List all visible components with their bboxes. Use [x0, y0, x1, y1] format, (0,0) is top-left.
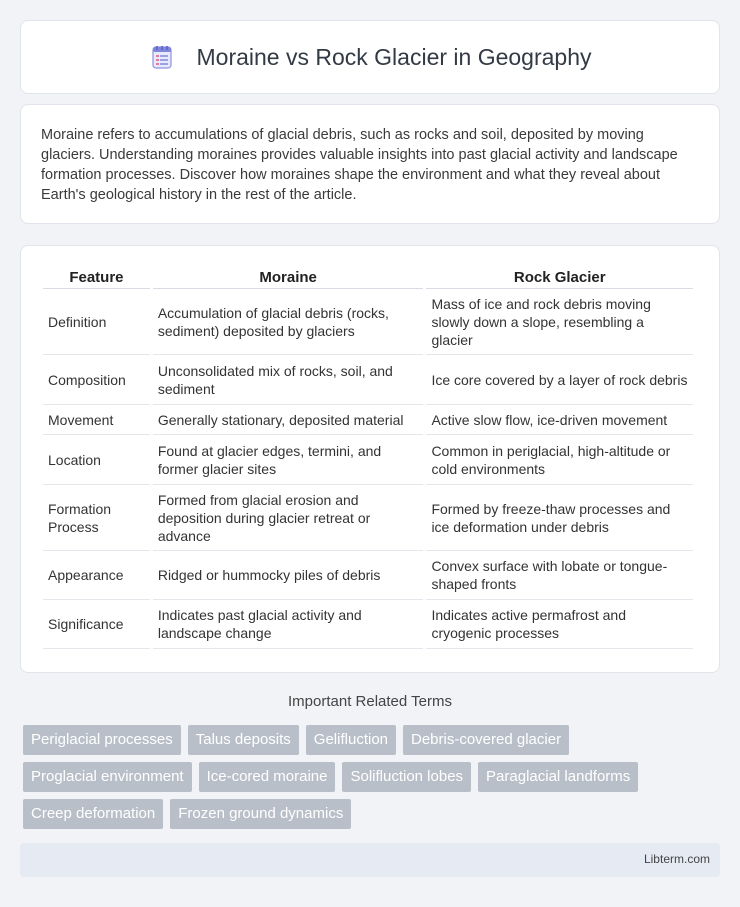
- rock-glacier-cell: Ice core covered by a layer of rock debris: [426, 355, 693, 405]
- tag-debris-covered-glacier[interactable]: Debris-covered glacier: [403, 725, 569, 755]
- rock-glacier-cell: Indicates active permafrost and cryogenic processes: [426, 600, 693, 649]
- table-row: [43, 405, 693, 435]
- rock-glacier-cell: Common in periglacial, high-altitude or cold environments: [426, 435, 693, 485]
- table-row: [43, 289, 693, 355]
- tag-ice-cored-moraine[interactable]: Ice-cored moraine: [199, 762, 336, 792]
- feature-cell: Movement: [43, 405, 150, 435]
- moraine-cell: Indicates past glacial activity and landscape change: [153, 600, 424, 649]
- tag-row: [23, 799, 723, 829]
- footer: [20, 843, 720, 877]
- tag-creep-deformation[interactable]: Creep deformation: [23, 799, 163, 829]
- tag-solifluction-lobes[interactable]: Solifluction lobes: [342, 762, 471, 792]
- related-terms-tags: [23, 725, 723, 836]
- moraine-cell: Accumulation of glacial debris (rocks, sediment) deposited by glaciers: [153, 289, 424, 355]
- rock-glacier-cell: Mass of ice and rock debris moving slowly down a slope, resembling a glacier: [426, 289, 693, 355]
- tag-proglacial-environment[interactable]: Proglacial environment: [23, 762, 192, 792]
- feature-cell: Formation Process: [43, 485, 150, 551]
- moraine-cell: Unconsolidated mix of rocks, soil, and sediment: [153, 355, 424, 405]
- table-row: [43, 551, 693, 600]
- tag-row: [23, 762, 723, 792]
- header-rock-glacier: Rock Glacier: [426, 266, 693, 289]
- rock-glacier-cell: Convex surface with lobate or tongue-shaped fronts: [426, 551, 693, 600]
- header-moraine: Moraine: [153, 266, 424, 289]
- comparison-table: [40, 266, 696, 649]
- feature-cell: Definition: [43, 289, 150, 355]
- tag-frozen-ground-dynamics[interactable]: Frozen ground dynamics: [170, 799, 351, 829]
- related-terms-heading: Important Related Terms: [288, 693, 452, 710]
- header-feature: Feature: [43, 266, 150, 289]
- table-row: [43, 600, 693, 649]
- document-icon: [149, 44, 175, 70]
- intro-paragraph: Moraine refers to accumulations of glacial debris, such as rocks and soil, deposited by moving glaciers. Understanding moraines provides valuable insights into past glacial activity and landscape formation processes. Discover how moraines shape the environment and what they reveal about Earth's geological history in the rest of the article.: [41, 127, 678, 203]
- feature-cell: Location: [43, 435, 150, 485]
- tag-periglacial-processes[interactable]: Periglacial processes: [23, 725, 181, 755]
- comparison-table-card: [20, 245, 720, 673]
- footer-site-link[interactable]: Libterm.com: [643, 852, 710, 866]
- moraine-cell: Ridged or hummocky piles of debris: [153, 551, 424, 600]
- title-card: [20, 20, 720, 94]
- feature-cell: Composition: [43, 355, 150, 405]
- tag-paraglacial-landforms[interactable]: Paraglacial landforms: [478, 762, 638, 792]
- table-row: [43, 355, 693, 405]
- table-header-row: [43, 266, 693, 289]
- rock-glacier-cell: Active slow flow, ice-driven movement: [426, 405, 693, 435]
- moraine-cell: Found at glacier edges, termini, and former glacier sites: [153, 435, 424, 485]
- page-title: Moraine vs Rock Glacier in Geography: [196, 43, 592, 70]
- feature-cell: Appearance: [43, 551, 150, 600]
- table-row: [43, 485, 693, 551]
- tag-row: [23, 725, 723, 755]
- moraine-cell: Generally stationary, deposited material: [153, 405, 424, 435]
- tag-talus-deposits[interactable]: Talus deposits: [188, 725, 299, 755]
- feature-cell: Significance: [43, 600, 150, 649]
- tag-gelifluction[interactable]: Gelifluction: [306, 725, 396, 755]
- table-row: [43, 435, 693, 485]
- moraine-cell: Formed from glacial erosion and deposition during glacier retreat or advance: [153, 485, 424, 551]
- intro-card: [20, 104, 720, 224]
- rock-glacier-cell: Formed by freeze-thaw processes and ice deformation under debris: [426, 485, 693, 551]
